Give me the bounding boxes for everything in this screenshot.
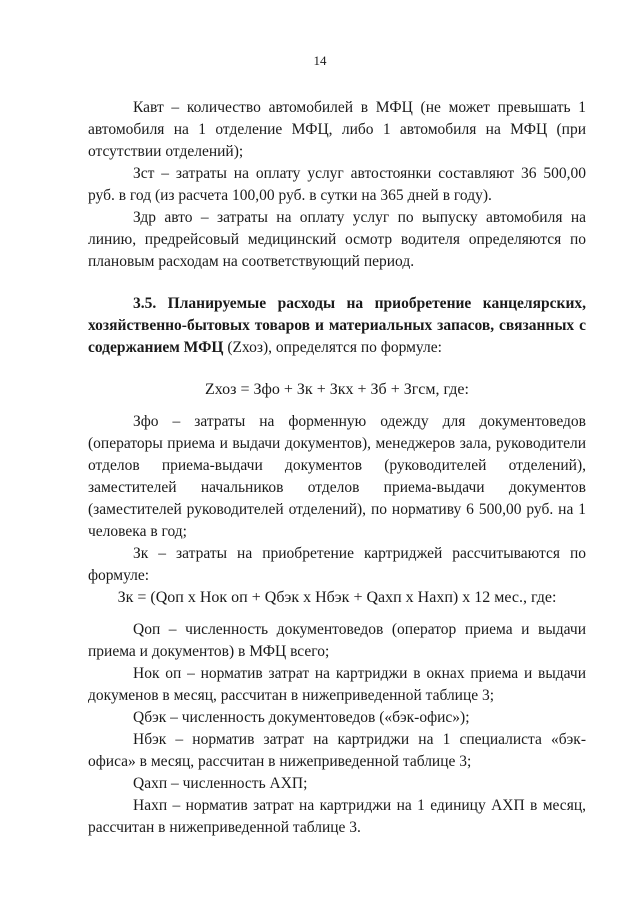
formula-zk: Зк = (Qоп х Нок оп + Qбэк х Нбэк + Qахп х Нахп) х 12 мес., где: [117,589,557,606]
paragraph-nahp: Нахп – норматив затрат на картриджи на 1 единицу АХП в месяц, рассчитан в нижеприведенной таблице 3. [88,797,586,836]
paragraph-zst: Зст – затраты на оплату услуг автостоянки составляют 36 500,00 руб. в год (из расчета 100,00 руб. в сутки на 365 дней в году). [88,165,586,204]
page-content [88,97,586,839]
paragraph-qop: Qоп – численность документоведов (оператор приема и выдачи приема и документов) в МФЦ всего; [88,621,586,660]
paragraph-zk-intro: Зк – затраты на приобретение картриджей рассчитываются по формуле: [88,545,586,584]
section-heading-3-5 [88,293,586,359]
paragraph-nbek: Нбэк – норматив затрат на картриджи на 1 специалиста «бэк-офиса» в месяц, рассчитан в нижеприведенной таблице 3; [88,731,586,770]
paragraph-qbek: Qбэк – численность документоведов («бэк-офис»); [133,709,470,726]
paragraph-qahp: Qахп – численность АХП; [133,775,308,792]
section-heading-rest: (Zхоз), определятся по формуле: [223,339,442,356]
paragraph-zdr-avto: Здр авто – затраты на оплату услуг по выпуску автомобиля на линию, предрейсовый медицинский осмотр водителя определяются по плановым расходам на соответствующий период. [88,209,586,270]
formula-zhoz: Zхоз = Зфо + Зк + Зкх + Зб + Згсм, где: [205,381,469,398]
paragraph-kavt: Кавт – количество автомобилей в МФЦ (не может превышать 1 автомобиля на 1 отделение МФЦ, либо 1 автомобиля на МФЦ (при отсутствии отделений); [88,99,586,160]
section-heading-bold: 3.5. Планируемые расходы на приобретение канцелярских, хозяйственно-бытовых товаров и материальных запасов, связанных с содержанием МФЦ [88,295,586,356]
paragraph-nok-op: Нок оп – норматив затрат на картриджи в окнах приема и выдачи докуменов в месяц, рассчитан в нижеприведенной таблице 3; [88,665,586,704]
page-number: 14 [313,53,327,68]
paragraph-zfo: Зфо – затраты на форменную одежду для документоведов (операторы приема и выдачи документов), менеджеров зала, руководители отделов приема-выдачи документов (руководителей отделений), заместителей начальников отделов приема-выдачи документов (заместителей руководителей отделений), по нормативу 6 500,00 руб. на 1 человека в год; [88,413,586,540]
